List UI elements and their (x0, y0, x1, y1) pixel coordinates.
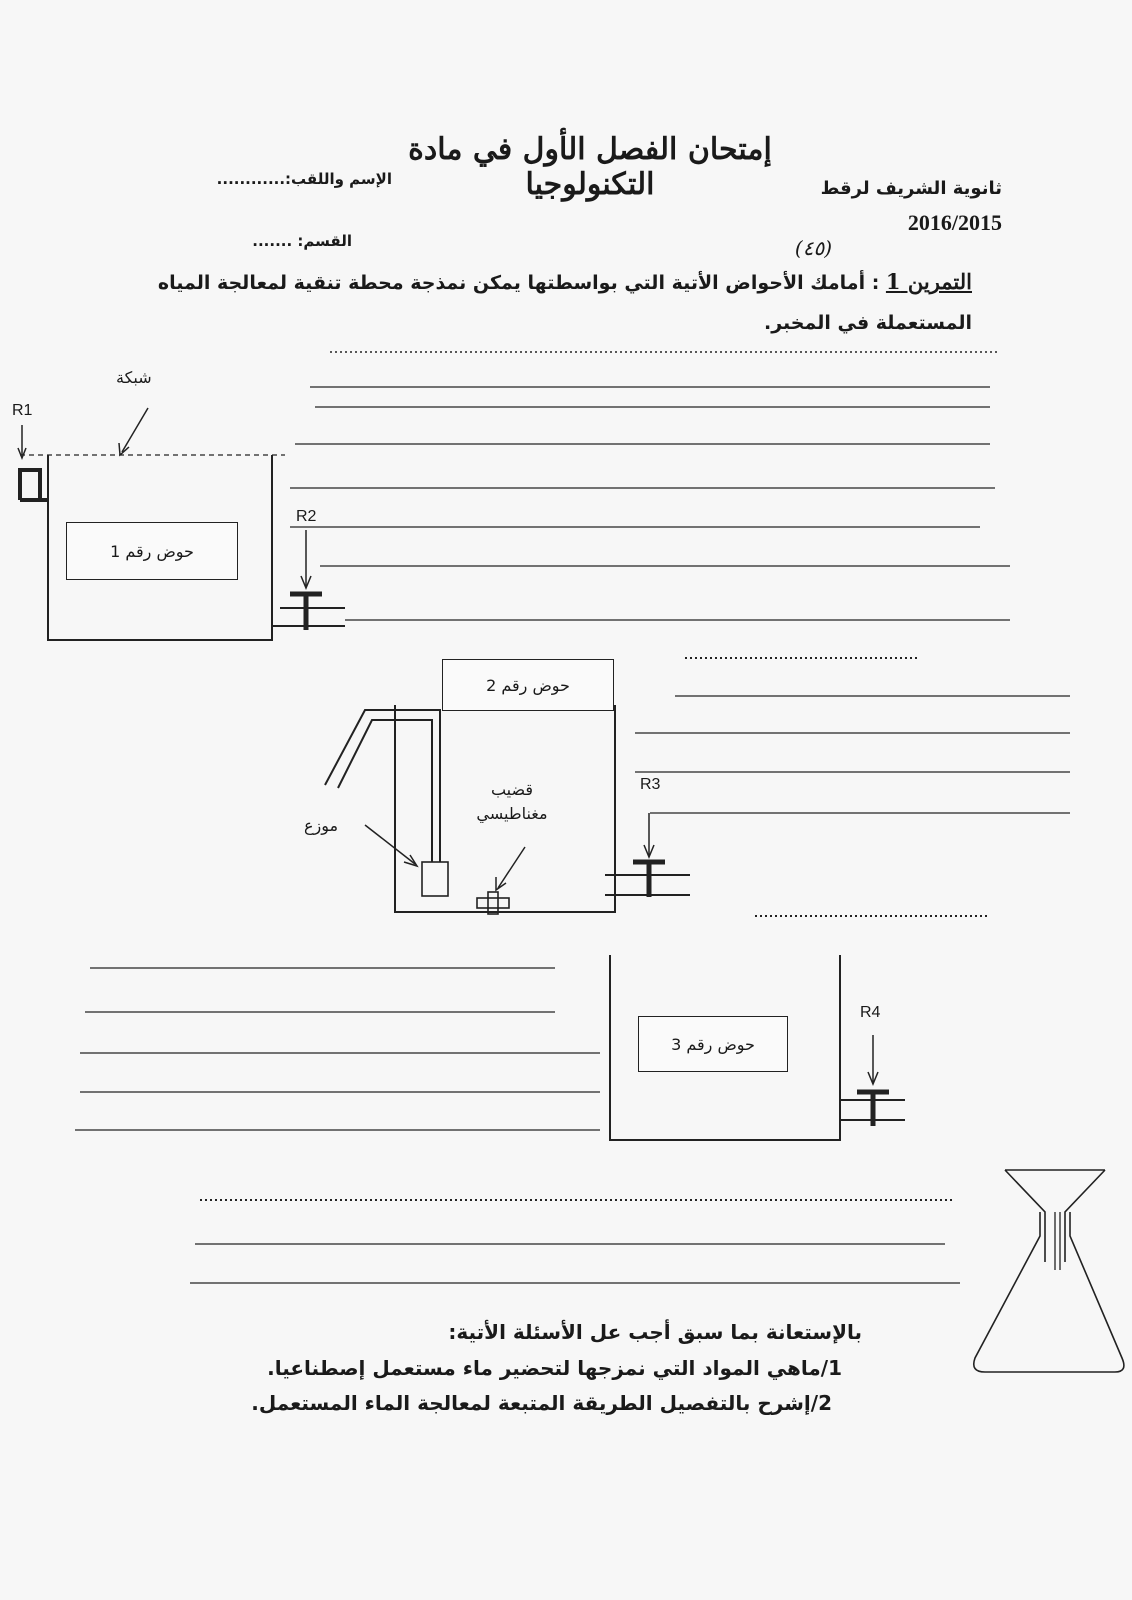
r4-label: R4 (860, 1004, 881, 1021)
exercise-label: التمرين 1 (885, 269, 972, 294)
basin-3-label: حوض رقم 3 (638, 1016, 788, 1072)
grid-label: شبكة (116, 368, 152, 387)
basin-2-label: حوض رقم 2 (442, 659, 614, 711)
questions-intro: بالإستعانة بما سبق أجب عل الأسئلة الأتية: (448, 1320, 862, 1344)
magnetic-bar-label (462, 778, 562, 826)
magnetic-bar-arrow (498, 847, 525, 888)
r3-label: R3 (640, 776, 661, 793)
r1-label: R1 (12, 402, 33, 419)
exam-title: إمتحان الفصل الأول في مادة التكنولوجيا (408, 132, 772, 202)
magnetic-bar-body (477, 898, 509, 908)
school-name: ثانوية الشريف لرقط (820, 178, 1002, 199)
section-field[interactable]: القسم: ....... (252, 232, 352, 250)
magnetic-bar-core (488, 892, 498, 914)
distributor-label: موزع (304, 816, 339, 835)
erlenmeyer-flask (974, 1212, 1124, 1372)
question-2: 2/إشرح بالتفصيل الطريقة المتبعة لمعالجة الماء المستعمل. (251, 1391, 832, 1415)
magnetic-bar-label-line1: قضيب (490, 780, 534, 799)
distributor-arrow (365, 825, 415, 864)
r2-label: R2 (296, 508, 317, 525)
distributor-nozzle (422, 862, 448, 896)
exercise-mark: (٤٥) (794, 236, 832, 260)
funnel-stem (1055, 1212, 1060, 1270)
question-1: 1/ماهي المواد التي نمزجها لتحضير ماء مستعمل إصطناعيا. (267, 1356, 842, 1380)
magnetic-bar-label-line2: مغناطيسي (476, 804, 548, 823)
name-field[interactable]: الإسم واللقب:............ (216, 170, 392, 188)
school-year: 2016/2015 (907, 210, 1002, 235)
exercise-statement: : أمامك الأحواض الأتية التي بواسطتها يمكن نمذجة محطة تنقية لمعالجة المياه المستعملة في المخبر. (157, 272, 972, 334)
inlet-r1-pipe (20, 470, 48, 500)
basin-1-label: حوض رقم 1 (66, 522, 238, 580)
grid-arrow (122, 408, 148, 452)
